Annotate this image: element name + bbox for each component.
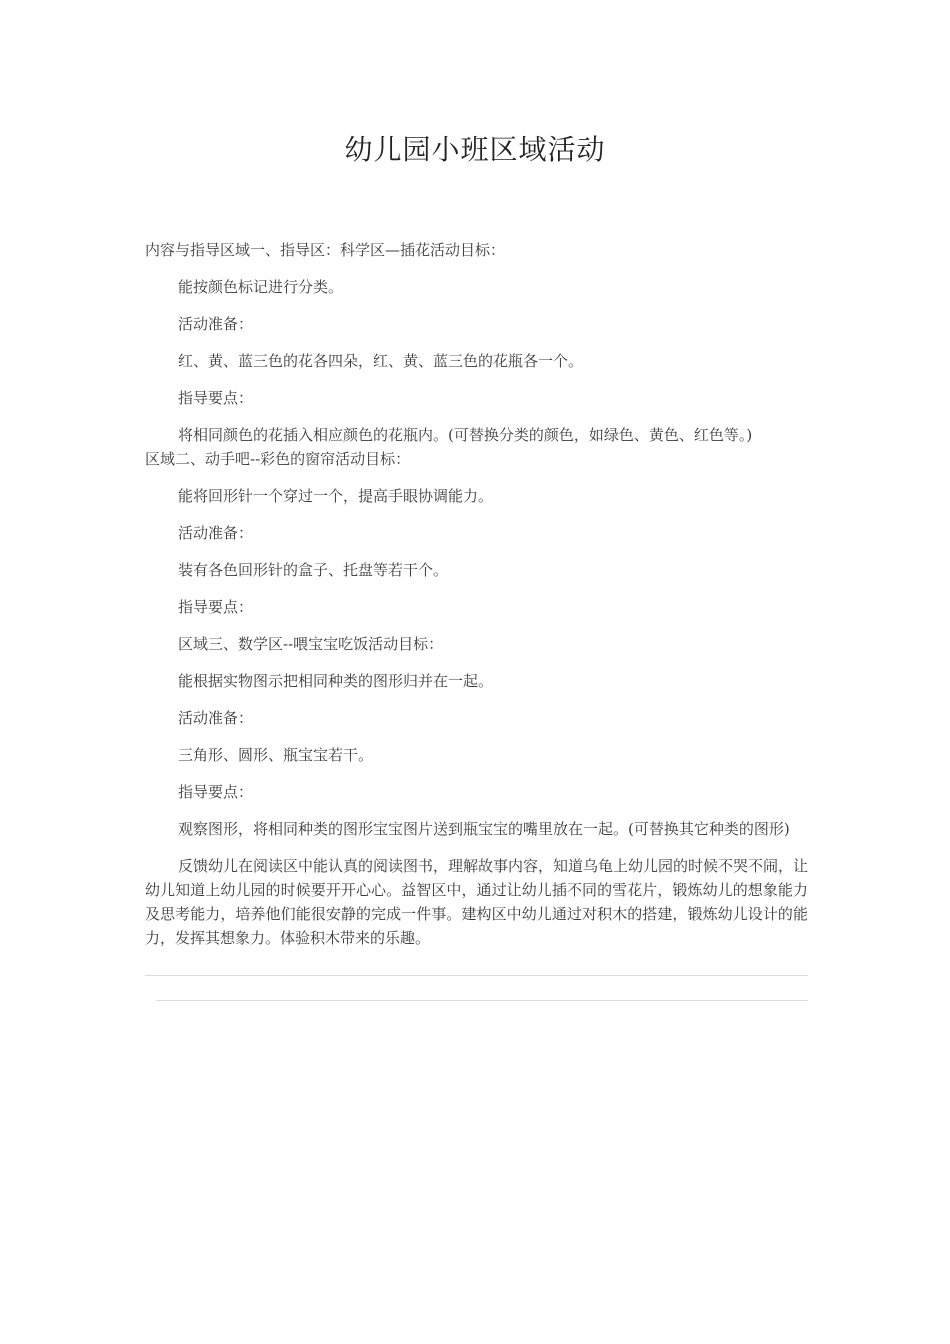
paragraph: 指导要点： xyxy=(178,783,254,801)
paragraph: 指导要点： xyxy=(178,389,254,407)
paragraph: 观察图形，将相同种类的图形宝宝图片送到瓶宝宝的嘴里放在一起。(可替换其它种类的图形) xyxy=(178,820,790,838)
paragraph: 指导要点： xyxy=(178,598,254,616)
paragraph: 将相同颜色的花插入相应颜色的花瓶内。(可替换分类的颜色，如绿色、黄色、红色等。) xyxy=(178,426,753,444)
divider xyxy=(145,975,808,976)
paragraph: 反馈幼儿在阅读区中能认真的阅读图书，理解故事内容，知道乌龟上幼儿园的时候不哭不闹，让幼儿知道上幼儿园的时候要开开心心。益智区中，通过让幼儿插不同的雪花片，锻炼幼儿的想象能力及思考能力，培养他们能很安静的完成一件事。建构区中幼儿通过对积木的搭建，锻炼幼儿设计的能力，发挥其想象力。体验积木带来的乐趣。 xyxy=(145,857,809,947)
paragraph: 区域三、数学区--喂宝宝吃饭活动目标： xyxy=(178,635,444,653)
paragraph: 装有各色回形针的盒子、托盘等若干个。 xyxy=(178,561,449,579)
paragraph: 红、黄、蓝三色的花各四朵，红、黄、蓝三色的花瓶各一个。 xyxy=(178,352,584,370)
paragraph: 内容与指导区域一、指导区：科学区—插花活动目标： xyxy=(145,241,506,259)
paragraph: 三角形、圆形、瓶宝宝若干。 xyxy=(178,746,374,764)
paragraph: 能按颜色标记进行分类。 xyxy=(178,278,344,296)
divider xyxy=(156,1000,808,1001)
document-title: 幼儿园小班区域活动 xyxy=(344,133,606,166)
paragraph: 活动准备： xyxy=(178,709,254,727)
paragraph: 活动准备： xyxy=(178,524,254,542)
paragraph: 能将回形针一个穿过一个，提高手眼协调能力。 xyxy=(178,487,494,505)
paragraph: 能根据实物图示把相同种类的图形归并在一起。 xyxy=(178,672,494,690)
paragraph: 区域二、动手吧--彩色的窗帘活动目标： xyxy=(145,450,411,468)
paragraph: 活动准备： xyxy=(178,315,254,333)
document-body xyxy=(145,238,808,950)
